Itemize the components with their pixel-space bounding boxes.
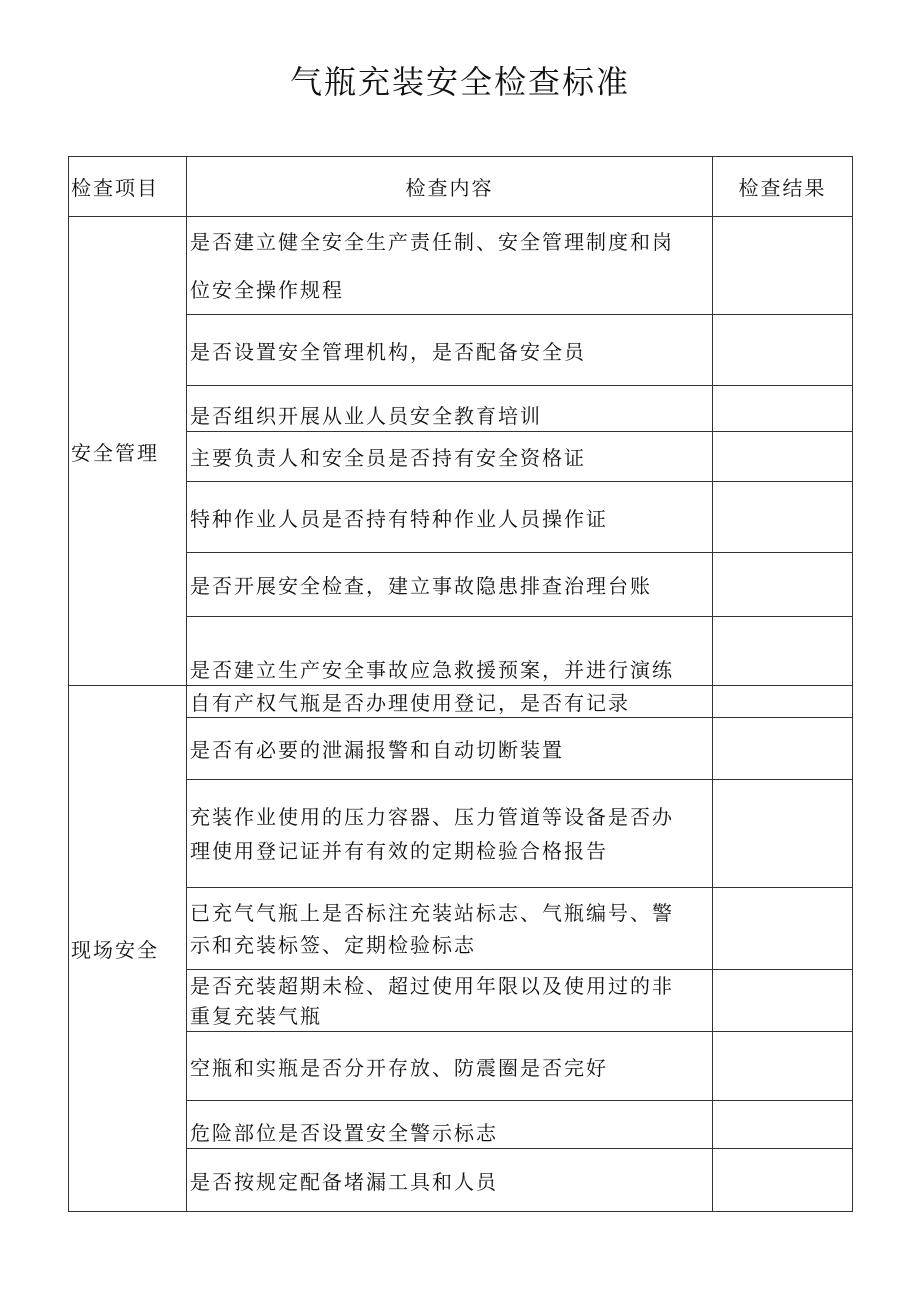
- result-cell[interactable]: [713, 315, 853, 386]
- content-line: 是否设置安全管理机构，是否配备安全员: [190, 339, 586, 364]
- content-cell: [187, 970, 713, 1032]
- result-cell[interactable]: [713, 1149, 853, 1212]
- content-cell: [187, 432, 713, 482]
- table-row: [69, 1149, 853, 1212]
- content-cell: [187, 686, 713, 718]
- content-line: 是否建立健全安全生产责任制、安全管理制度和岗: [190, 229, 674, 254]
- table-row: [69, 686, 853, 718]
- content-cell: [187, 553, 713, 617]
- result-cell[interactable]: [713, 780, 853, 888]
- content-line: 是否有必要的泄漏报警和自动切断装置: [190, 738, 564, 762]
- table-row: [69, 1032, 853, 1101]
- result-cell[interactable]: [713, 1101, 853, 1149]
- category-cell: 安全管理: [69, 217, 187, 686]
- inspection-table: [68, 156, 853, 1212]
- category-cell: 现场安全: [69, 686, 187, 1212]
- result-cell[interactable]: [713, 686, 853, 718]
- page-title: 气瓶充装安全检查标准: [289, 63, 630, 101]
- result-cell[interactable]: [713, 617, 853, 686]
- result-cell[interactable]: [713, 1032, 853, 1101]
- content-line: 充装作业使用的压力容器、压力管道等设备是否办: [190, 804, 674, 829]
- content-cell: [187, 1032, 713, 1101]
- content-line: 位安全操作规程: [190, 277, 344, 302]
- table-row: [69, 315, 853, 386]
- result-cell[interactable]: [713, 718, 853, 780]
- header-content: 检查内容: [187, 157, 713, 217]
- header-category: 检查项目: [69, 157, 187, 217]
- result-cell[interactable]: [713, 482, 853, 553]
- content-line: 是否建立生产安全事故应急救援预案，并进行演练: [190, 658, 674, 682]
- table-row: [69, 386, 853, 432]
- content-line: 是否按规定配备堵漏工具和人员: [190, 1169, 498, 1194]
- result-cell[interactable]: [713, 888, 853, 970]
- content-line: 自有产权气瓶是否办理使用登记，是否有记录: [190, 691, 630, 715]
- content-cell: [187, 1101, 713, 1149]
- content-line: 是否开展安全检查，建立事故隐患排查治理台账: [190, 574, 652, 598]
- table-row: [69, 780, 853, 888]
- result-cell[interactable]: [713, 970, 853, 1032]
- table-row: [69, 617, 853, 686]
- table-row: [69, 888, 853, 970]
- content-line: 示和充装标签、定期检验标志: [190, 932, 476, 957]
- content-cell: [187, 780, 713, 888]
- content-cell: [187, 482, 713, 553]
- content-line: 空瓶和实瓶是否分开存放、防震圈是否完好: [190, 1055, 608, 1080]
- table-header-row: [69, 157, 853, 217]
- content-cell: [187, 1149, 713, 1212]
- content-line: 已充气气瓶上是否标注充装站标志、气瓶编号、警: [190, 900, 674, 925]
- content-cell: [187, 315, 713, 386]
- content-line: 是否充装超期未检、超过使用年限以及使用过的非: [190, 973, 674, 998]
- content-cell: [187, 386, 713, 432]
- content-line: 特种作业人员是否持有特种作业人员操作证: [190, 506, 608, 531]
- content-cell: [187, 718, 713, 780]
- table-row: [69, 970, 853, 1032]
- table-row: [69, 432, 853, 482]
- table-row: [69, 1101, 853, 1149]
- content-line: 重复充装气瓶: [190, 1003, 322, 1028]
- content-cell: [187, 888, 713, 970]
- content-cell: [187, 217, 713, 315]
- table-row: [69, 482, 853, 553]
- result-cell[interactable]: [713, 386, 853, 432]
- result-cell[interactable]: [713, 432, 853, 482]
- content-line: 是否组织开展从业人员安全教育培训: [190, 404, 542, 428]
- content-cell: [187, 617, 713, 686]
- header-result: 检查结果: [713, 157, 853, 217]
- content-line: 理使用登记证并有有效的定期检验合格报告: [190, 838, 608, 863]
- table-row: [69, 553, 853, 617]
- table-row: [69, 217, 853, 315]
- table-row: [69, 718, 853, 780]
- content-line: 主要负责人和安全员是否持有安全资格证: [190, 446, 586, 470]
- result-cell[interactable]: [713, 217, 853, 315]
- result-cell[interactable]: [713, 553, 853, 617]
- content-line: 危险部位是否设置安全警示标志: [190, 1121, 498, 1145]
